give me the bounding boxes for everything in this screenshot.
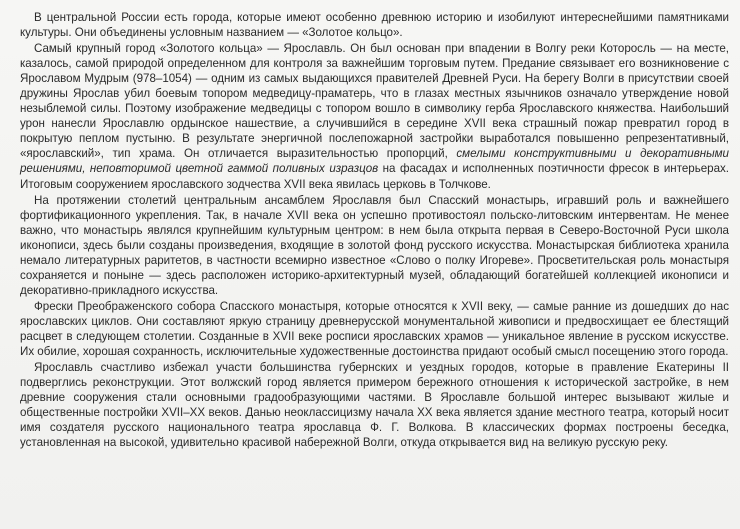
paragraph-2	[20, 41, 729, 191]
paragraph-2-text-1: Самый крупный город «Золотого кольца» — Ярославль. Он был основан при впадении в Волгу реки Которосль — на месте, казалось, самой природой определенном для контроля за важнейшим торговым путем. Предание связывает его возникновение с Ярославом Мудрым (978–1054) — одним из самых выдающихся правителей Древней Руси. На берегу Волги в присутствии своей дружины Ярослав убил боевым топором медведицу-праматерь, что в глазах местных язычников означало утверждение новой незыблемой силы. Поэтому изображение медведицы с топором вошло в символику герба Ярославского княжества. Наибольший урон нанесли Ярославлю ордынское нашествие, а случившийся в середине XVII века страшный пожар превратил город в покрытую пеплом пустыню. В результате энергичной послепожарной застройки выработался повышенно репрезентативный, «ярославский», тип храма. Он отличается выразительностью пропорций,	[20, 42, 729, 161]
paragraph-1-text-1: В центральной России есть города, которые имеют особенно древнюю историю и изобилуют интереснейшими памятниками культуры. Они объединены условным названием — «Золотое кольцо».	[20, 11, 729, 40]
paragraph-3-text-1: На протяжении столетий центральным ансамблем Ярославля был Спасский монастырь, игравший роль и важнейшего фортификационного укрепления. Так, в начале XVII века он успешно противостоял польско-литовским интервентам. Не менее важно, что монастырь являлся крупнейшим культурным центром: в нем была открыта первая в Северо-Восточной Руси школа иконописи, здесь были созданы произведения, входящие в золотой фонд русского искусства. Монастырская библиотека хранила немало литературных раритетов, в частности всемирно известное «Слово о полку Игореве». Просветительская роль монастыря сохраняется и поныне — здесь расположен историко-архитектурный музей, обладающий богатейшей коллекцией иконописи и декоративно-прикладного искусства.	[20, 193, 729, 297]
paragraph-3	[20, 193, 729, 298]
paragraph-4	[20, 299, 729, 359]
paragraph-2-text-2: смелыми конструктивными и декоративными решениями, неповторимой цветной гаммой поливных изразцов	[20, 147, 729, 176]
paragraph-5	[20, 360, 729, 450]
paragraph-5-text-1: Ярославль счастливо избежал участи большинства губернских и уездных городов, которые в правление Екатерины II подверглись реконструкции. Этот волжский город является примером бережного отношения к исторической застройке, в нем древние сооружения стали основными градообразующими частями. В Ярославле большой интерес вызывают жилые и общественные постройки XVII–XX веков. Данью неоклассицизму начала XX века является здание местного театра, который носит имя создателя русского национального театра ярославца Ф. Г. Волкова. В классических формах построены беседка, установленная на высокой, удивительно красивой набережной Волги, откуда открывается вид на великую русскую реку.	[20, 361, 729, 450]
paragraph-2-text-3: на фасадах и исполненных поэтичности фресок в интерьерах. Итоговым сооружением ярославского зодчества XVII века явилась церковь в Толчкове.	[20, 162, 729, 191]
paragraph-4-text-1: Фрески Преображенского собора Спасского монастыря, которые относятся к XVII веку, — самые ранние из дошедших до нас ярославских циклов. Они составляют яркую страницу древнерусской монументальной живописи и предвосхищает ее блестящий расцвет в следующем столетии. Созданные в XVII веке росписи ярославских храмов — уникальное явление в русском искусстве. Их обилие, хорошая сохранность, исключительные художественные достоинства придают особый смысл посещению этого города.	[20, 299, 729, 359]
paragraph-1	[20, 10, 729, 40]
